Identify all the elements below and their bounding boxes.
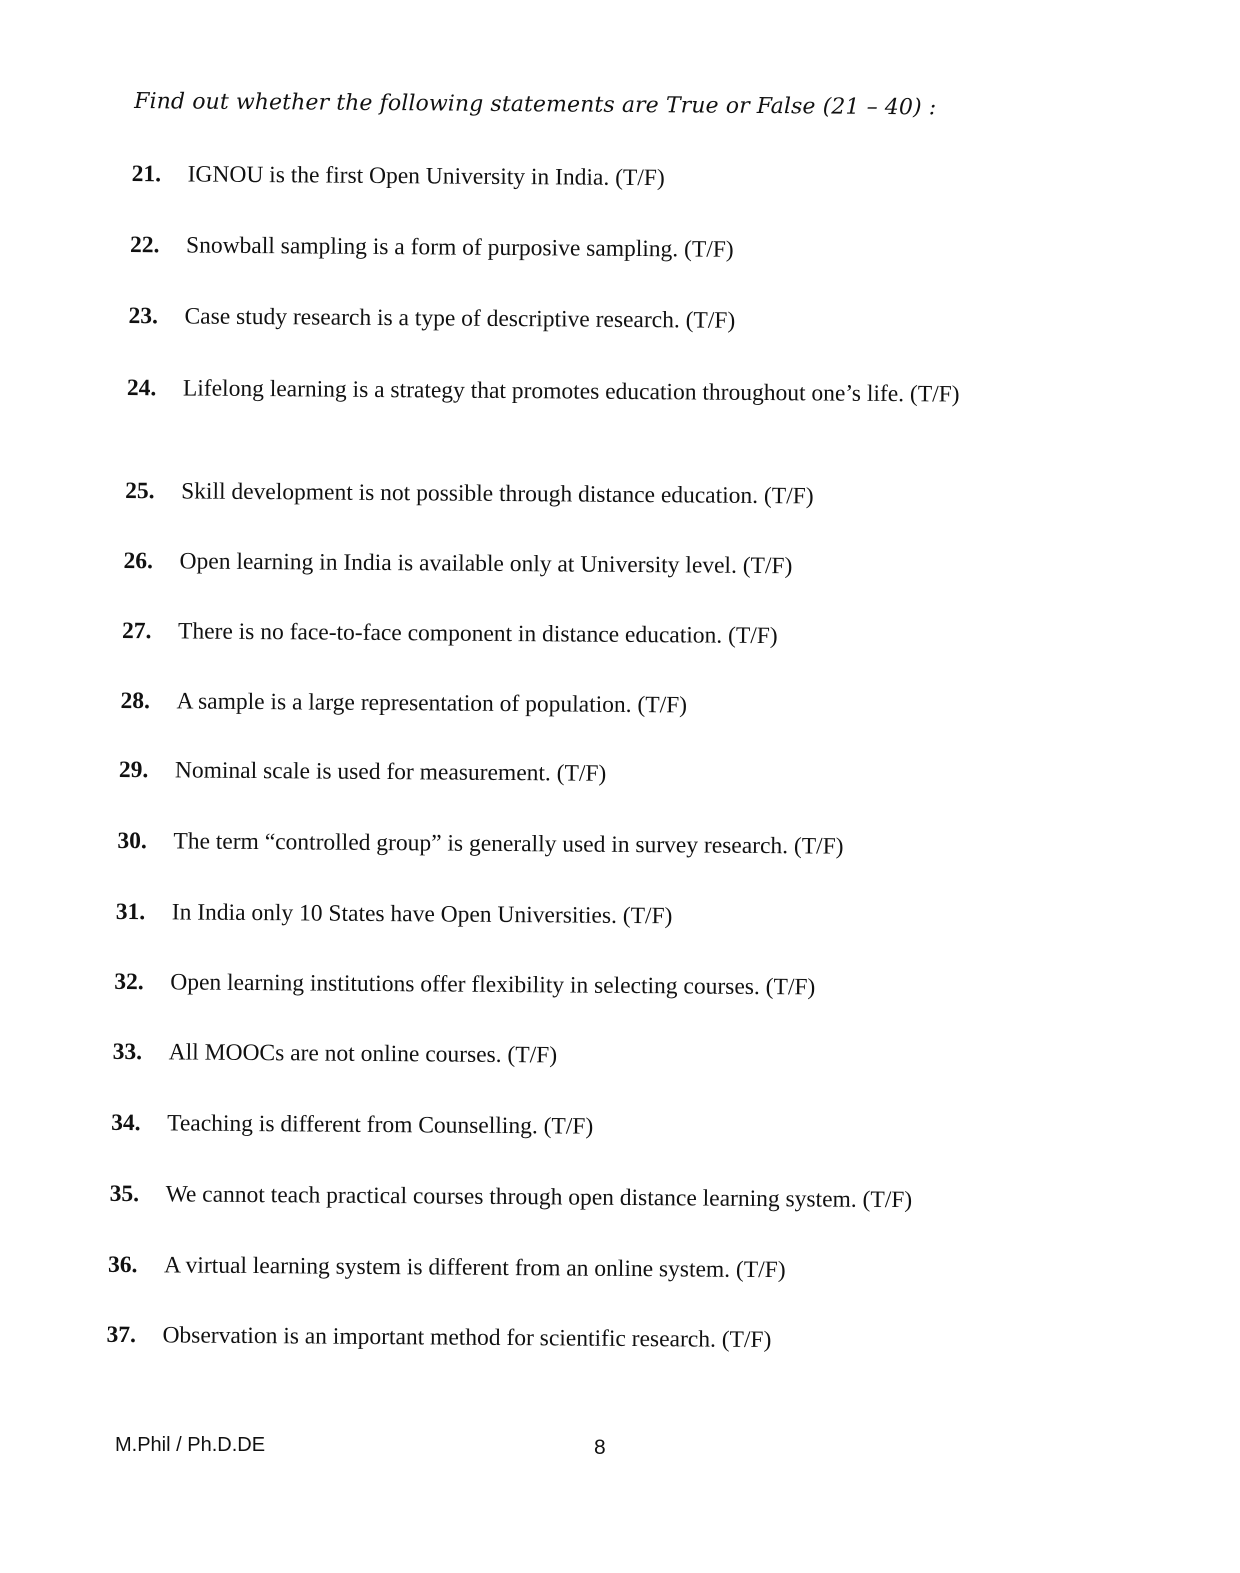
question-item [119,755,1019,793]
footer-course-code: M.Phil / Ph.D.DE [115,1434,266,1456]
question-item [125,476,1025,514]
question-item [132,159,1032,197]
question-text: Lifelong learning is a strategy that promotes education throughout one’s life. (T/F) [182,375,960,408]
question-text: All MOOCs are not online courses. (T/F) [168,1039,558,1069]
question-text: The term “controlled group” is generally used in survey research. (T/F) [173,828,844,860]
question-item [108,1250,1008,1288]
question-text: In India only 10 States have Open Universities. (T/F) [171,899,673,930]
question-number: 22. [129,232,160,259]
question-text: Open learning in India is available only at University level. (T/F) [179,548,793,580]
question-number: 28. [120,687,150,715]
question-number: 30. [117,827,147,855]
question-item [123,546,1023,584]
question-text: Case study research is a type of descriptive research. (T/F) [184,303,736,334]
question-text: Teaching is different from Counselling. (T/F) [167,1110,594,1140]
question-item [117,826,1017,864]
question-item [120,686,1020,724]
question-item [114,967,1014,1005]
instruction-text: Find out whether the following statements are True or False (21 – 40) : [134,89,937,121]
question-text: IGNOU is the first Open University in India. (T/F) [187,161,665,192]
question-number: 31. [115,898,146,926]
question-number: 35. [109,1180,140,1208]
page-number: 8 [594,1436,606,1459]
question-item [113,1037,1013,1075]
question-text: Open learning institutions offer flexibility in selecting courses. (T/F) [170,969,816,1001]
question-item [111,1108,1011,1146]
question-text: We cannot teach practical courses through open distance learning system. (T/F) [165,1181,913,1214]
question-number: 33. [112,1038,143,1066]
question-text: A virtual learning system is different from an online system. (T/F) [163,1252,786,1284]
question-number: 32. [114,968,144,996]
question-number: 25. [125,477,155,505]
question-text: A sample is a large representation of population. (T/F) [176,688,688,719]
question-text: Skill development is not possible through distance education. (T/F) [181,478,814,510]
question-item [128,301,1028,339]
question-number: 23. [128,303,158,330]
question-item [130,230,1030,268]
question-number: 37. [106,1321,136,1349]
question-number: 27. [121,617,152,645]
question-number: 36. [107,1251,138,1279]
question-number: 24. [126,375,157,402]
question-item [127,373,1027,411]
question-number: 29. [118,756,149,784]
question-number: 21. [131,161,162,188]
question-item [116,897,1016,935]
question-item [122,616,1022,654]
question-number: 26. [123,547,154,575]
question-text: Observation is an important method for scientific research. (T/F) [162,1322,772,1354]
question-text: There is no face-to-face component in distance education. (T/F) [177,618,778,650]
question-item [106,1320,1006,1358]
question-text: Snowball sampling is a form of purposive sampling. (T/F) [185,232,734,263]
question-item [110,1179,1010,1217]
question-text: Nominal scale is used for measurement. (T/F) [174,757,607,787]
question-number: 34. [111,1109,141,1137]
